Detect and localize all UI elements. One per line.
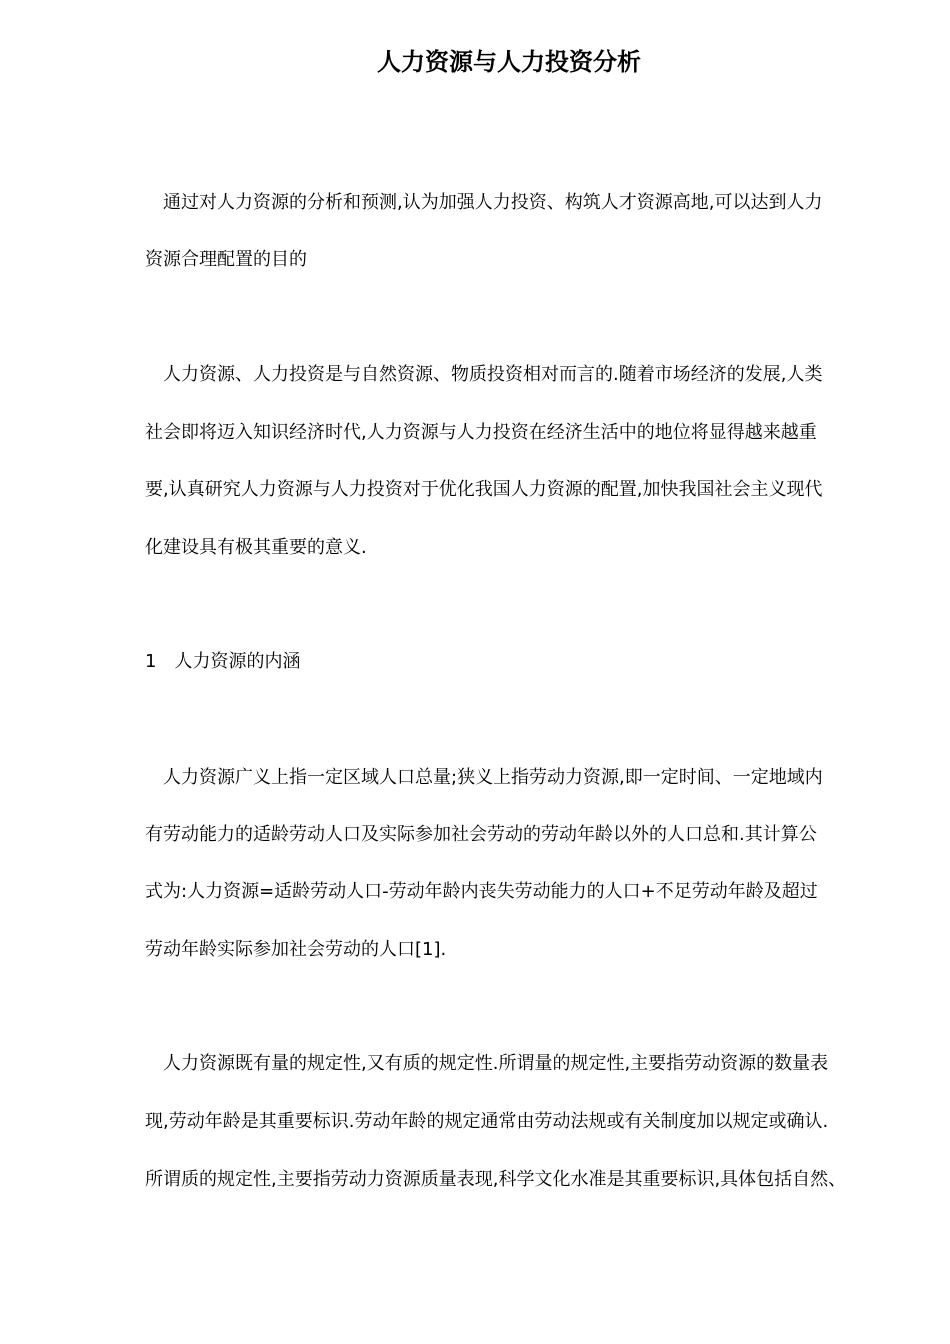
document-title: 人力资源与人力投资分析 — [377, 47, 641, 76]
paragraph-line: 人力资源既有量的规定性,又有质的规定性.所谓量的规定性,主要指劳动资源的数量表 — [163, 1053, 829, 1074]
abstract-line: 通过对人力资源的分析和预测,认为加强人力投资、构筑人才资源高地,可以达到人力 — [163, 192, 823, 213]
intro-line: 社会即将迈入知识经济时代,人力资源与人力投资在经济生活中的地位将显得越来越重 — [145, 422, 817, 443]
intro-line: 人力资源、人力投资是与自然资源、物质投资相对而言的.随着市场经济的发展,人类 — [163, 364, 823, 385]
paragraph-line: 所谓质的规定性,主要指劳动力资源质量表现,科学文化水准是其重要标识,具体包括自然、 — [145, 1169, 847, 1190]
paragraph-line: 人力资源广义上指一定区域人口总量;狭义上指劳动力资源,即一定时间、一定地域内 — [163, 767, 823, 788]
paragraph-line: 现,劳动年龄是其重要标识.劳动年龄的规定通常由劳动法规或有关制度加以规定或确认. — [145, 1111, 829, 1132]
section-heading: 1 人力资源的内涵 — [145, 651, 301, 672]
intro-line: 要,认真研究人力资源与人力投资对于优化我国人力资源的配置,加快我国社会主义现代 — [145, 479, 823, 500]
paragraph-line: 有劳动能力的适龄劳动人口及实际参加社会劳动的劳动年龄以外的人口总和.其计算公 — [145, 824, 817, 845]
paragraph-line: 式为:人力资源=适龄劳动人口-劳动年龄内丧失劳动能力的人口+不足劳动年龄及超过 — [145, 881, 818, 902]
abstract-line: 资源合理配置的目的 — [145, 249, 307, 270]
paragraph-line: 劳动年龄实际参加社会劳动的人口[1]. — [145, 939, 447, 960]
intro-line: 化建设具有极其重要的意义. — [145, 537, 367, 558]
